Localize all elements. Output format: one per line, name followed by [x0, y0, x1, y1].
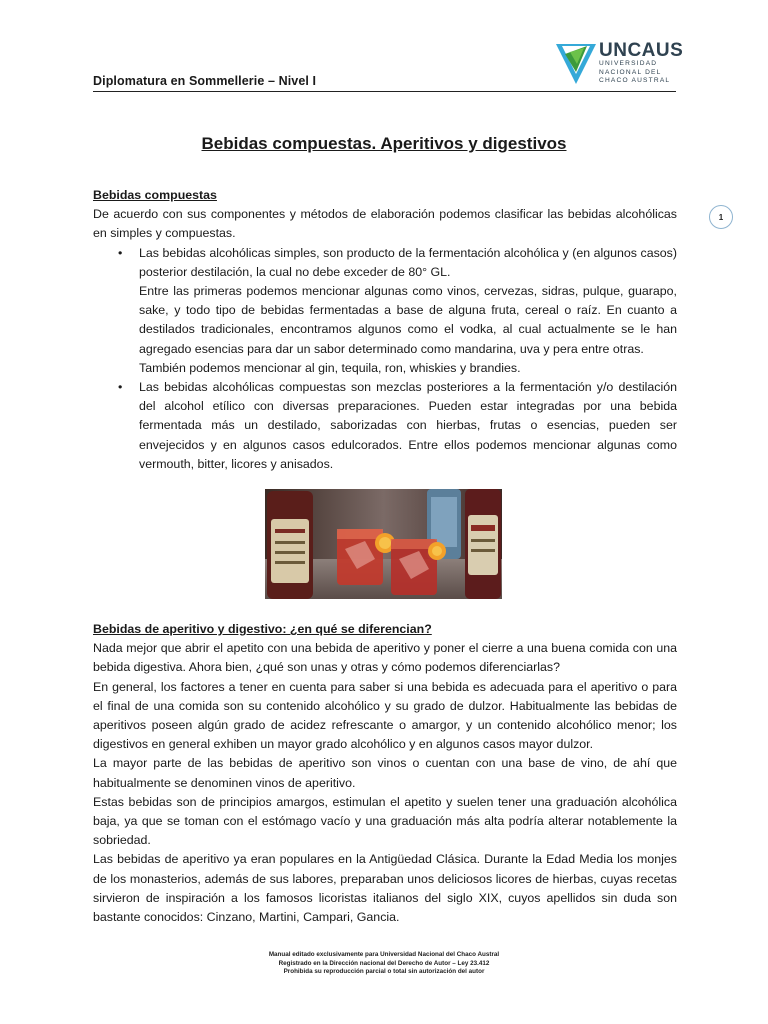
- bullet-list: [93, 244, 677, 474]
- footer-line: Registrado en la Dirección nacional del Derecho de Autor – Ley 23.412: [278, 959, 490, 967]
- uncaus-emblem-icon: [556, 42, 596, 86]
- course-title: Diplomatura en Sommellerie – Nivel I: [93, 74, 317, 88]
- logo-name: UNCAUS: [599, 40, 684, 61]
- logo-subtitle: UNIVERSIDAD NACIONAL DEL CHACO AUSTRAL: [599, 60, 671, 85]
- paragraph: Nada mejor que abrir el apetito con una bebida de aperitivo y poner el cierre a una buena comida con una bebida digestiva. Ahora bien, ¿qué son unas y otras y cómo podemos diferenciarlas?: [93, 641, 677, 675]
- bullet-icon: •: [118, 245, 123, 260]
- list-item: [93, 244, 677, 378]
- header-divider: [93, 91, 676, 92]
- list-item: [93, 378, 677, 474]
- section-bebidas-compuestas: [93, 186, 677, 474]
- aperitif-drinks-photo: [265, 489, 502, 599]
- page-number-badge: 1: [709, 205, 733, 229]
- footer-line: Manual editado exclusivamente para Universidad Nacional del Chaco Austral: [268, 951, 500, 958]
- section-heading: Bebidas de aperitivo y digestivo: ¿en qué se diferencian?: [93, 622, 432, 636]
- paragraph: Las bebidas alcohólicas compuestas son mezclas posteriores a la fermentación y/o destilación del alcohol etílico con diversas preparaciones. Pueden estar integradas por una bebida fermentada más un destilado, saborizadas con hierbas, frutas o esencias, pueden ser envejecidos y en algunos casos edulcorados. Entre ellos podemos mencionar algunas como vermouth, bitter, licores y anisados.: [139, 380, 677, 471]
- paragraph: Las bebidas alcohólicas simples, son producto de la fermentación alcohólica y (en algunos casos) posterior destilación, la cual no debe exceder de 80° GL.: [139, 245, 677, 279]
- paragraph: Las bebidas de aperitivo ya eran populares en la Antigüedad Clásica. Durante la Edad Media los monjes de los monasterios, además de sus labores, preparaban unos deliciosos licores de hierbas, cuyas recetas sirvieron de inspiración a los famosos licoristas italianos del siglo XIX, cuyos apellidos sin duda son bastante conocidos: Cinzano, Martini, Campari, Gancia.: [93, 852, 677, 925]
- footer-line: Prohibida su reproducción parcial o total sin autorización del autor: [283, 968, 485, 976]
- bullet-icon: •: [118, 380, 123, 395]
- university-logo: [556, 40, 684, 90]
- paragraph: También podemos mencionar al gin, tequila, ron, whiskies y brandies.: [139, 360, 521, 375]
- paragraph: La mayor parte de las bebidas de aperitivo son vinos o cuentan con una base de vino, de ahí que habitualmente se denominen vinos de aperitivo.: [93, 756, 677, 790]
- section-aperitivo-digestivo: [93, 620, 677, 927]
- document-title: Bebidas compuestas. Aperitivos y digestivos: [201, 134, 567, 153]
- footer-notice: [0, 951, 768, 977]
- paragraph: Estas bebidas son de principios amargos, estimulan el apetito y suelen tener una graduación alcohólica baja, ya que se toman con el estómago vacío y una graduación más alta podría alterar notablemente la sobriedad.: [93, 794, 677, 848]
- paragraph: Entre las primeras podemos mencionar algunas como vinos, cervezas, sidras, pulque, guarapo, sake, y todo tipo de bebidas fermentadas a base de alguna fruta, cereal o raíz. En cuanto a destilados tradicionales, encontramos algunos como el vodka, al cual actualmente se le han agregado esencias para dar un sabor determinado como mandarina, uva y pera entre otras.: [139, 284, 677, 356]
- paragraph: De acuerdo con sus componentes y métodos de elaboración podemos clasificar las bebidas alcohólicas en simples y compuestas.: [93, 207, 677, 241]
- section-heading: Bebidas compuestas: [93, 188, 217, 202]
- paragraph: En general, los factores a tener en cuenta para saber si una bebida es adecuada para el aperitivo o para el final de una comida son su contenido alcohólico y su grado de dulzor. Habitualmente las bebidas de aperitivos poseen algún grado de acidez refrescante o amargor, y un contenido alcohólico menor; los digestivos en general exhiben un mayor grado alcohólico y en algunos casos mayor dulzor.: [93, 679, 677, 752]
